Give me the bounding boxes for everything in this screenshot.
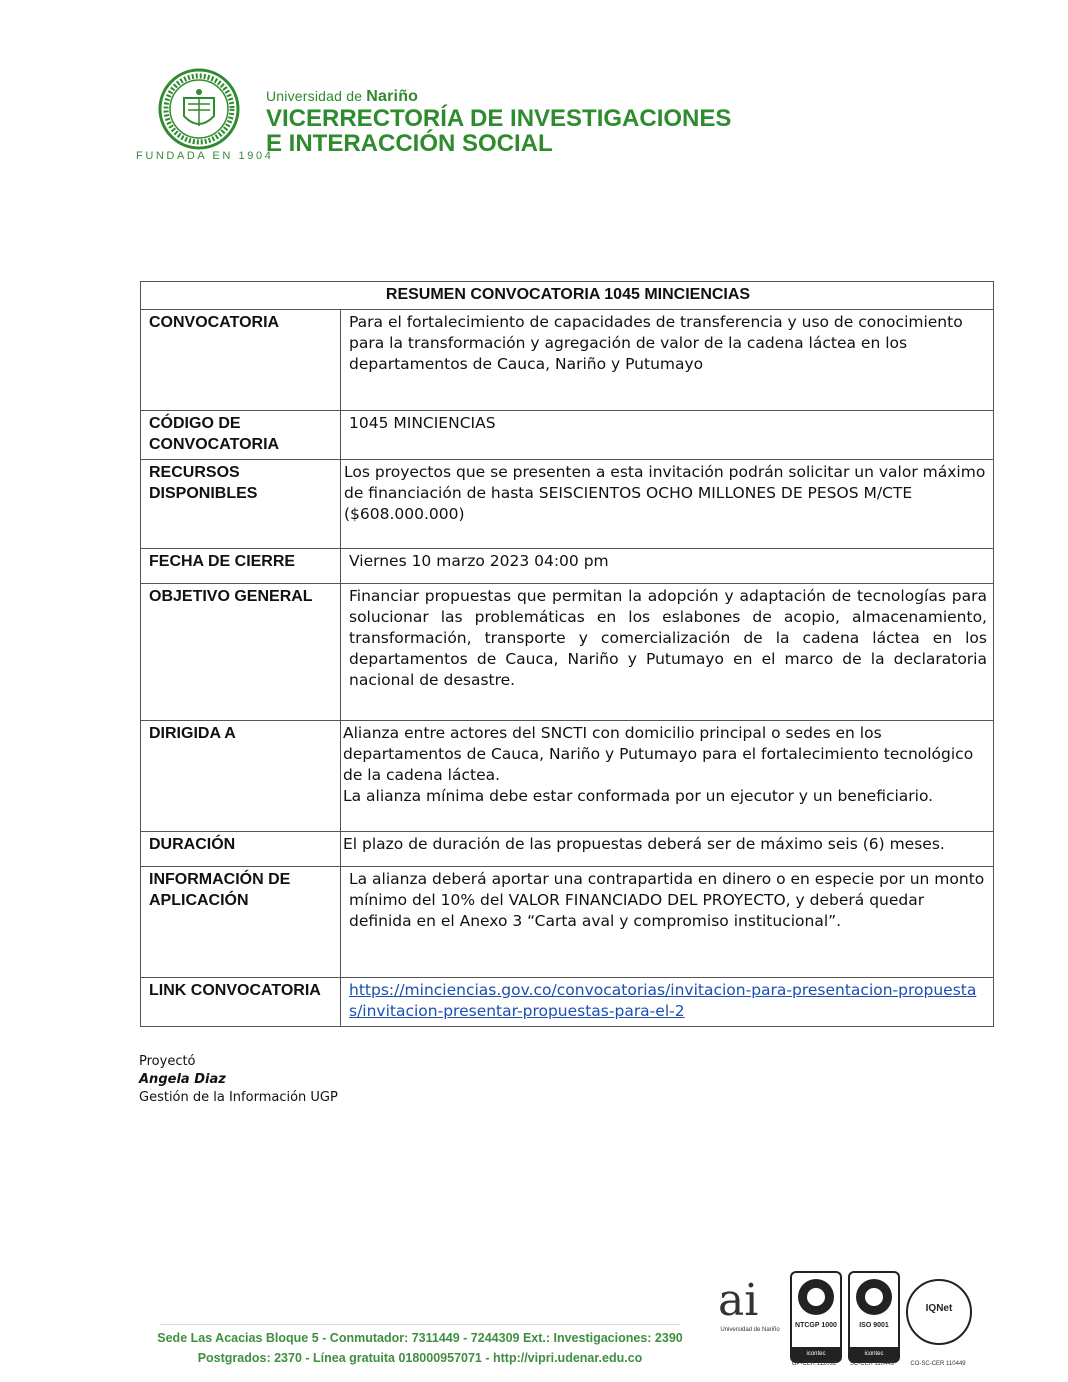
- row-value: Viernes 10 marzo 2023 04:00 pm: [341, 549, 994, 584]
- signature-role: Proyectó: [139, 1054, 196, 1069]
- ai-accreditation-logo: ai: [718, 1275, 759, 1326]
- row-value: Para el fortalecimiento de capacidades de transferencia y uso de conocimiento para la transformación y agregación de valor de la cadena láctea en los departamentos de Cauca, Nariño y Putumayo: [341, 310, 994, 411]
- row-label: CONVOCATORIA: [141, 310, 341, 411]
- row-label: DIRIGIDA A: [141, 721, 341, 832]
- summary-table: [140, 281, 994, 1027]
- table-row: [141, 721, 994, 832]
- table-row: [141, 832, 994, 867]
- table-title: RESUMEN CONVOCATORIA 1045 MINCIENCIAS: [141, 282, 994, 310]
- signature-name: Angela Diaz: [139, 1072, 226, 1087]
- row-value: [341, 721, 994, 832]
- row-label: INFORMACIÓN DE APLICACIÓN: [141, 867, 341, 978]
- row-label: DURACIÓN: [141, 832, 341, 867]
- table-row: [141, 584, 994, 721]
- footer-line-2: Postgrados: 2370 - Línea gratuita 018000957071 - http://vipri.udenar.edu.co: [197, 1351, 643, 1365]
- dirigida-text-2: La alianza mínima debe estar conformada por un ejecutor y un beneficiario.: [343, 787, 934, 805]
- office-line-2: E INTERACCIÓN SOCIAL: [266, 130, 553, 157]
- footer-contact: [150, 1328, 690, 1368]
- row-label: FECHA DE CIERRE: [141, 549, 341, 584]
- table-row: [141, 867, 994, 978]
- table-row: [141, 549, 994, 584]
- signature-unit: Gestión de la Información UGP: [139, 1090, 338, 1105]
- icontec-logo-icon: [798, 1279, 834, 1315]
- university-seal-icon: [158, 68, 240, 150]
- office-line-1: VICERRECTORÍA DE INVESTIGACIONES: [266, 105, 732, 132]
- row-label: LINK CONVOCATORIA: [141, 978, 341, 1027]
- row-value: La alianza deberá aportar una contrapartida en dinero o en especie por un monto mínimo del 10% del VALOR FINANCIADO DEL PROYECTO, y deberá quedar definida en el Anexo 3 “Carta aval y compromiso institucional”.: [341, 867, 994, 978]
- table-row: [141, 978, 994, 1027]
- row-value: 1045 MINCIENCIAS: [341, 411, 994, 460]
- table-row: [141, 411, 994, 460]
- row-value: Los proyectos que se presenten a esta invitación podrán solicitar un valor máximo de financiación de hasta SEISCIENTOS OCHO MILLONES DE PESOS M/CTE ($608.000.000): [341, 460, 994, 549]
- iso-cert-icon: ISO 9001 icontec: [848, 1271, 900, 1363]
- row-label: OBJETIVO GENERAL: [141, 584, 341, 721]
- footer-line-1: Sede Las Acacias Bloque 5 - Conmutador: 7311449 - 7244309 Ext.: Investigaciones: 2390: [157, 1331, 683, 1345]
- certification-logos: [708, 1265, 978, 1380]
- cert-code: GP-CER 112092: [791, 1361, 837, 1367]
- row-value: Financiar propuestas que permitan la adopción y adaptación de tecnologías para solucionar las problemáticas en los eslabones de acopio, almacenamiento, transformación, transporte y comercialización de la cadena láctea en los departamentos de Cauca, Nariño y Putumayo en el marco de la declaratoria nacional de desastre.: [341, 584, 994, 721]
- convocatoria-link[interactable]: https://minciencias.gov.co/convocatorias/invitacion-para-presentacion-propuestas/invitacion-presentar-propuestas-para-el-2: [349, 981, 977, 1020]
- signature-block: [139, 1053, 338, 1107]
- row-value: El plazo de duración de las propuestas deberá ser de máximo seis (6) meses.: [341, 832, 994, 867]
- institution-name: [266, 88, 731, 156]
- row-value: [341, 978, 994, 1027]
- university-name: Universidad de Nariño: [266, 88, 419, 105]
- letterhead: [136, 64, 732, 174]
- footer-divider: [160, 1324, 680, 1325]
- cert-code: CO-SC-CER 110449: [910, 1361, 966, 1367]
- founded-caption: FUNDADA EN 1904: [136, 150, 274, 162]
- ntcgp-cert-icon: NTCGP 1000 icontec: [790, 1271, 842, 1363]
- icontec-logo-icon: [856, 1279, 892, 1315]
- table-row: [141, 310, 994, 411]
- ai-caption: Universidad de Nariño: [720, 1327, 780, 1333]
- dirigida-text: Alianza entre actores del SNCTI con domicilio principal o sedes en los departamentos de Cauca, Nariño y Putumayo para el fortalecimiento tecnológico de la cadena láctea.: [343, 724, 974, 784]
- iqnet-cert-icon: IQNet: [906, 1279, 972, 1345]
- table-row: [141, 460, 994, 549]
- row-label: RECURSOS DISPONIBLES: [141, 460, 341, 549]
- cert-code: SC-CER 110449: [849, 1361, 895, 1367]
- row-label: CÓDIGO DE CONVOCATORIA: [141, 411, 341, 460]
